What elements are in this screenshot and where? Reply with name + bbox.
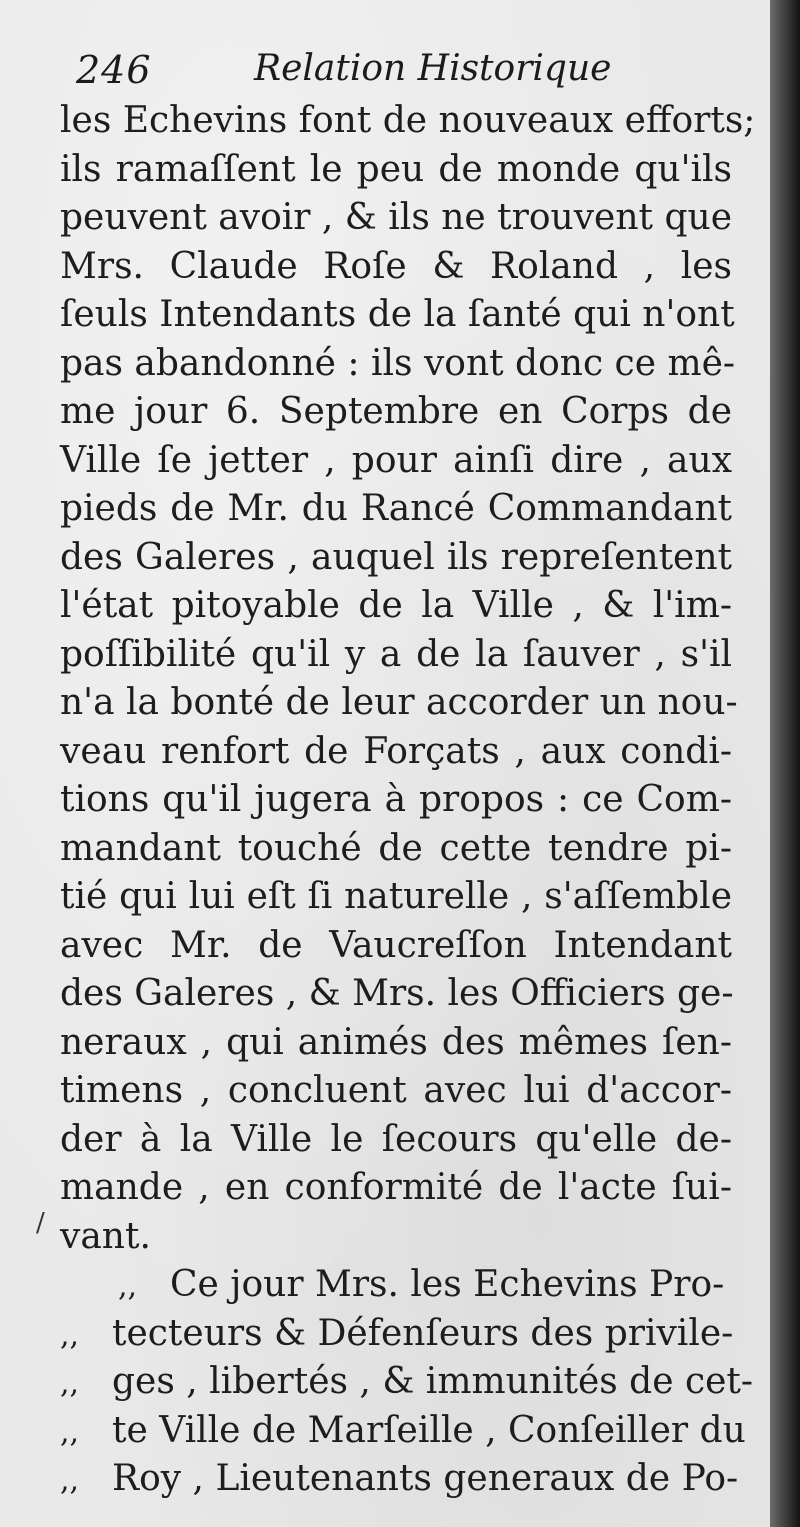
text-line: des Galeres , auquel ils repreſentent [60, 536, 732, 578]
quotation-text: ges , libertés , & immunités de cet- [112, 1361, 754, 1402]
quotation-line [60, 1407, 746, 1456]
text-line: der à la Ville le ſecours qu'elle de- [60, 1118, 732, 1160]
text-line: poſſibilité qu'il y a de la ſauver , s'il [60, 633, 732, 675]
quotation-line [60, 1455, 739, 1504]
text-line: peuvent avoir , & ils ne trouvent que [60, 197, 732, 238]
quotation-text: Ce jour Mrs. les Echevins Pro- [170, 1264, 725, 1305]
quotation-line [60, 1261, 732, 1310]
text-line: pieds de Mr. du Rancé Commandant [60, 488, 732, 529]
text-line: mande , en conformité de l'acte ſui- [60, 1167, 732, 1208]
quotation [60, 1261, 754, 1504]
quotation-text: Roy , Lieutenants generaux de Po- [112, 1458, 739, 1499]
quotation-text: te Ville de Marſeille , Conſeiller du [112, 1409, 746, 1451]
page-edge-shadow [770, 0, 800, 1527]
quote-marker: ,, [60, 1414, 80, 1450]
text-line: des Galeres , & Mrs. les Officiers ge- [60, 973, 734, 1014]
quote-marker: ,, [60, 1463, 80, 1498]
text-line: timens , concluent avec lui d'accor- [60, 1070, 732, 1111]
quote-marker: ,, [60, 1317, 80, 1353]
text-line: ils ramaſſent le peu de monde qu'ils [60, 148, 732, 190]
text-line: avec Mr. de Vaucreſſon Intendant [60, 924, 732, 966]
text-line: l'état pitoyable de la Ville , & l'im- [60, 585, 732, 626]
margin-mark: / [36, 1208, 45, 1238]
text-line: tié qui lui eſt ſi naturelle , s'aſſemble [60, 876, 732, 917]
text-line: Mrs. Claude Roſe & Roland , les [60, 245, 732, 287]
quote-marker: ,, [60, 1366, 80, 1401]
quote-marker: ,, [118, 1269, 138, 1304]
text-line: Ville ſe jetter , pour ainſi dire , aux [60, 439, 732, 481]
quotation-line [60, 1310, 732, 1359]
body-text [60, 97, 756, 1504]
text-line: n'a la bonté de leur accorder un nou- [60, 682, 738, 723]
text-line: les Echevins font de nouveaux efforts; [60, 100, 756, 141]
page-number: 246 [76, 48, 152, 92]
quotation-text: tecteurs & Défenſeurs des privile- [112, 1312, 734, 1354]
paragraph [60, 97, 756, 1261]
text-line: me jour 6. Septembre en Corps de [60, 391, 732, 432]
quotation-line [60, 1358, 754, 1407]
text-line: mandant touché de cette tendre pi- [60, 827, 732, 869]
text-line: veau renfort de Forçats , aux condi- [60, 730, 732, 772]
text-line: tions qu'il jugera à propos : ce Com- [60, 779, 732, 820]
text-line: ſeuls Intendants de la ſanté qui n'ont [60, 294, 735, 335]
page-header [76, 40, 716, 100]
running-head: Relation Historique [254, 48, 612, 89]
text-line: neraux , qui animés des mêmes ſen- [60, 1021, 732, 1063]
text-line: vant. [60, 1215, 151, 1257]
text-line: pas abandonné : ils vont donc ce mê- [60, 342, 736, 384]
